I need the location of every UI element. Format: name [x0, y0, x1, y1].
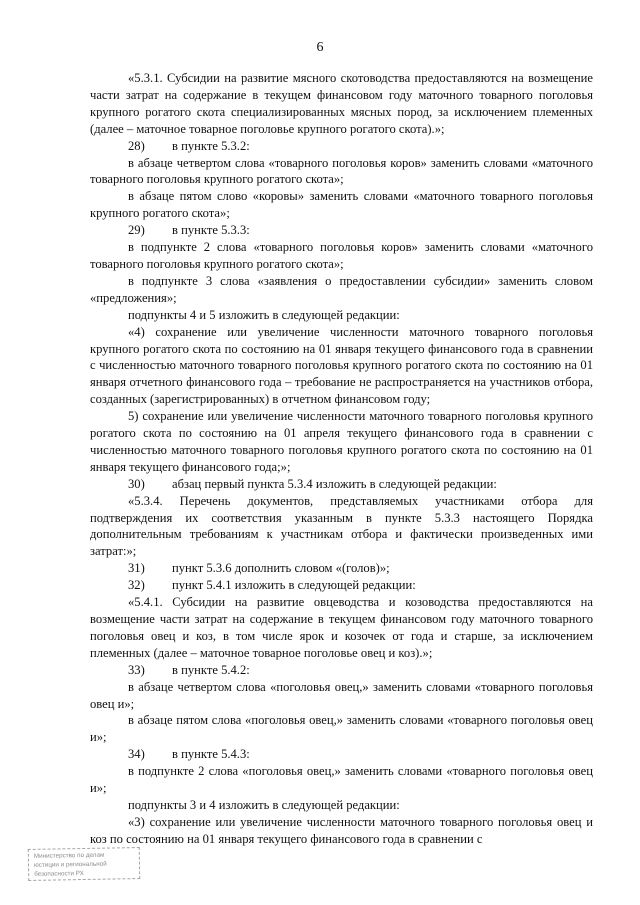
paragraph: в абзаце четвертом слова «поголовья овец,» заменить словами «товарного поголовья овец и»; — [90, 679, 593, 711]
paragraph: в подпункте 2 слова «поголовья овец,» заменить словами «товарного поголовья овец и»; — [90, 764, 593, 796]
paragraph: подпункты 4 и 5 изложить в следующей редакции: — [128, 307, 400, 322]
paragraph: в абзаце пятом слово «коровы» заменить словами «маточного товарного поголовья крупного рогатого скота»; — [90, 189, 593, 221]
list-item-number: 34) — [128, 747, 145, 762]
paragraph: в подпункте 3 слова «заявления о предоставлении субсидии» заменить словом «предложения»; — [90, 273, 593, 305]
paragraph: подпункты 3 и 4 изложить в следующей редакции: — [128, 797, 400, 812]
list-item-number: 29) — [128, 223, 145, 238]
list-item-text: в пункте 5.3.2: — [172, 138, 250, 153]
paragraph: в абзаце пятом слова «поголовья овец,» заменить словами «товарного поголовья овец и»; — [90, 713, 593, 745]
list-item-text: пункт 5.4.1 изложить в следующей редакции: — [172, 578, 416, 593]
paragraph: «3) сохранение или увеличение численности маточного товарного поголовья овец и коз по состоянию на 01 января текущего финансового года в сравнении с — [90, 814, 593, 846]
list-item-number: 32) — [128, 578, 145, 593]
list-item — [90, 560, 593, 577]
paragraph: в абзаце четвертом слова «товарного поголовья коров» заменить словами «маточного товарного поголовья крупного рогатого скота»; — [90, 155, 593, 187]
list-item-text: в пункте 5.4.2: — [172, 662, 250, 677]
list-item — [90, 138, 593, 155]
stamp-line: Министерство по делам — [33, 851, 105, 860]
list-item-number: 31) — [128, 561, 145, 576]
list-item-text: в пункте 5.4.3: — [172, 747, 250, 762]
paragraph: «5.4.1. Субсидии на развитие овцеводства и козоводства предоставляются на возмещение части затрат на содержание в текущем финансовом году маточного товарного поголовья овец и коз, в том числе ярок и козочек от года и старше, за исключением племенных (далее – маточное товарное поголовье овец и коз).»; — [90, 595, 593, 660]
page-number: 6 — [316, 40, 324, 55]
list-item — [90, 662, 593, 679]
list-item — [90, 222, 593, 239]
paragraph: 5) сохранение или увеличение численности маточного товарного поголовья крупного рогатого скота по состоянию на 01 апреля текущего финансового года в сравнении с численностью маточного товарного поголовья крупного рогатого скота по состоянию на 01 января текущего финансового года;»; — [90, 409, 593, 474]
paragraph: «5.3.4. Перечень документов, представляемых участниками отбора для подтверждения их соответствия указанным в пункте 5.3.3 настоящего Порядка дополнительным требованиям к участникам отбора и фактически произведенных ими затрат:»; — [90, 493, 593, 559]
list-item-number: 33) — [128, 662, 145, 677]
list-item-text: в пункте 5.3.3: — [172, 223, 250, 238]
registration-stamp — [28, 847, 141, 881]
list-item — [90, 476, 593, 493]
paragraph: «5.3.1. Субсидии на развитие мясного скотоводства предоставляются на возмещение части затрат на содержание в текущем финансовом году маточного товарного поголовья крупного рогатого скота специализированных мясных пород, за исключением племенных (далее – маточное товарное поголовье крупного рогатого скота).»; — [90, 71, 593, 136]
paragraph: «4) сохранение или увеличение численности маточного товарного поголовья крупного рогатого скота по состоянию на 01 января текущего финансового года в сравнении с численностью маточного товарного поголовья крупного рогатого скота по состоянию на 01 января отчетного финансового года – требование не распространяется на участников отбора, созданных (зарегистрированных) в отчетном финансовом году; — [90, 324, 593, 407]
list-item — [90, 577, 593, 594]
list-item-number: 30) — [128, 476, 145, 491]
list-item-text: абзац первый пункта 5.3.4 изложить в следующей редакции: — [172, 476, 497, 491]
list-item-number: 28) — [128, 138, 145, 153]
paragraph: в подпункте 2 слова «товарного поголовья коров» заменить словами «маточного товарного поголовья крупного рогатого скота»; — [90, 240, 593, 271]
list-item — [90, 746, 593, 763]
stamp-line: юстиции и региональной — [33, 860, 107, 869]
list-item-text: пункт 5.3.6 дополнить словом «(голов)»; — [172, 561, 390, 576]
document-body — [90, 70, 593, 848]
stamp-line: безопасности РХ — [34, 869, 84, 878]
